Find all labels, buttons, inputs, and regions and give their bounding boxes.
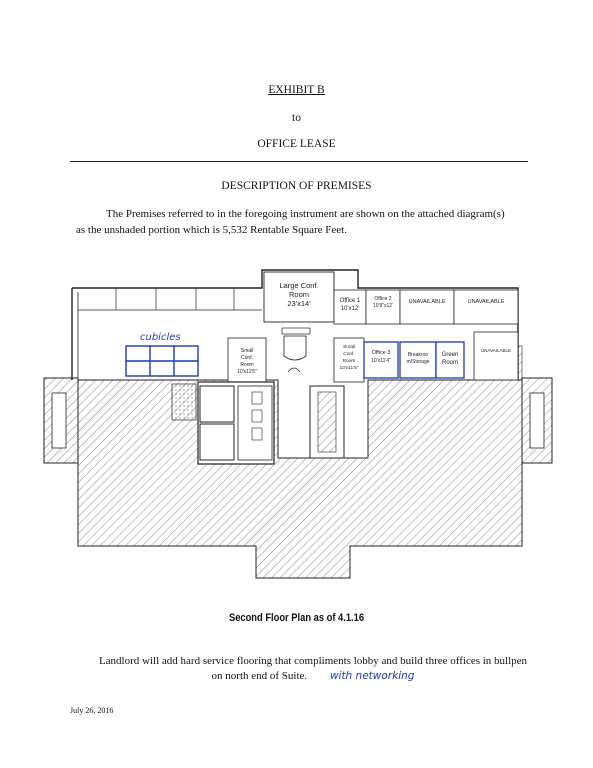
unavailable-label-2: UNAVAILABLE: [467, 299, 505, 305]
cubicles-annotation: cubicles: [140, 332, 181, 343]
unavailable-room-1: [400, 290, 454, 324]
small-conf-a-3: Room: [240, 362, 254, 368]
office-2-name: Office 2: [374, 296, 392, 302]
entry-door: [288, 368, 300, 372]
small-conf-b-3: Room: [342, 359, 356, 364]
lease-title: OFFICE LEASE: [257, 138, 336, 150]
unavailable-label-1: UNAVAILABLE: [408, 299, 446, 305]
handwritten-note: with networking: [329, 670, 415, 682]
exhibit-title: EXHIBIT B: [268, 84, 325, 96]
large-conf-size: 23'x14': [287, 299, 311, 308]
intro-line-1: The Premises referred to in the foregoing instrument are shown on the attached diagram(s): [106, 208, 505, 220]
elevator-2: [252, 410, 262, 422]
plan-caption: Second Floor Plan as of 4.1.16: [228, 612, 365, 624]
small-conf-a-size: 10'x11'5": [237, 369, 257, 375]
document-date: July 26, 2016: [70, 706, 114, 715]
note-line-1: Landlord will add hard service flooring that compliments lobby and build three offices in bullpen: [98, 655, 528, 667]
stair-core-right-inner: [318, 392, 336, 452]
hatched-area-main: [78, 380, 522, 578]
note-line-2: on north end of Suite.: [211, 670, 308, 682]
horizontal-rule: [70, 161, 528, 162]
restroom-2: [200, 424, 234, 460]
restroom-1: [200, 386, 234, 422]
landlord-note: [68, 654, 558, 684]
intro-line-2: as the unshaded portion which is 5,532 Rentable Square Feet.: [76, 224, 347, 236]
unavailable-room-3: [474, 332, 518, 380]
small-conf-a-2: Conf.: [241, 355, 253, 361]
unavailable-room-2: [454, 290, 518, 324]
cubicles-sketch: [126, 346, 198, 376]
elevator-3: [252, 428, 262, 440]
office-3-name: Office 3: [371, 350, 391, 356]
reception-counter: [282, 328, 310, 334]
green-room-label-1: Green: [441, 352, 459, 358]
description-heading: DESCRIPTION OF PREMISES: [221, 180, 372, 192]
office-3-size: 10'x11'4": [371, 358, 391, 364]
small-conf-b-2: Conf.: [343, 352, 355, 357]
large-conf-label-1: Large Conf.: [279, 281, 319, 290]
green-room-label-2: Room: [441, 360, 459, 366]
office-1-name: Office 1: [339, 298, 361, 304]
intro-paragraph: [76, 206, 526, 238]
breakroom-label-1: Breakroo: [407, 352, 429, 358]
breakroom-label-2: m/Storage: [406, 359, 430, 365]
stair-block-left: [172, 384, 196, 420]
office-2-size: 10'9"x12': [372, 303, 394, 309]
small-conf-b-size: 10'x11'5": [339, 366, 359, 371]
small-conf-a-1: Small: [240, 348, 254, 354]
left-wing-stairs: [52, 393, 66, 448]
right-wing-stairs: [530, 393, 544, 448]
small-conf-b-1: Small: [343, 345, 355, 350]
note-line-2-wrap: [68, 669, 558, 684]
elevator-1: [252, 392, 262, 404]
floor-plan: [38, 268, 556, 588]
to-line: to: [292, 112, 301, 124]
large-conf-label-2: Room: [288, 290, 310, 299]
reception-desk: [284, 336, 306, 360]
office-1-size: 10'x12': [340, 306, 360, 312]
unavailable-label-3: UNAVAILABLE: [480, 348, 512, 353]
